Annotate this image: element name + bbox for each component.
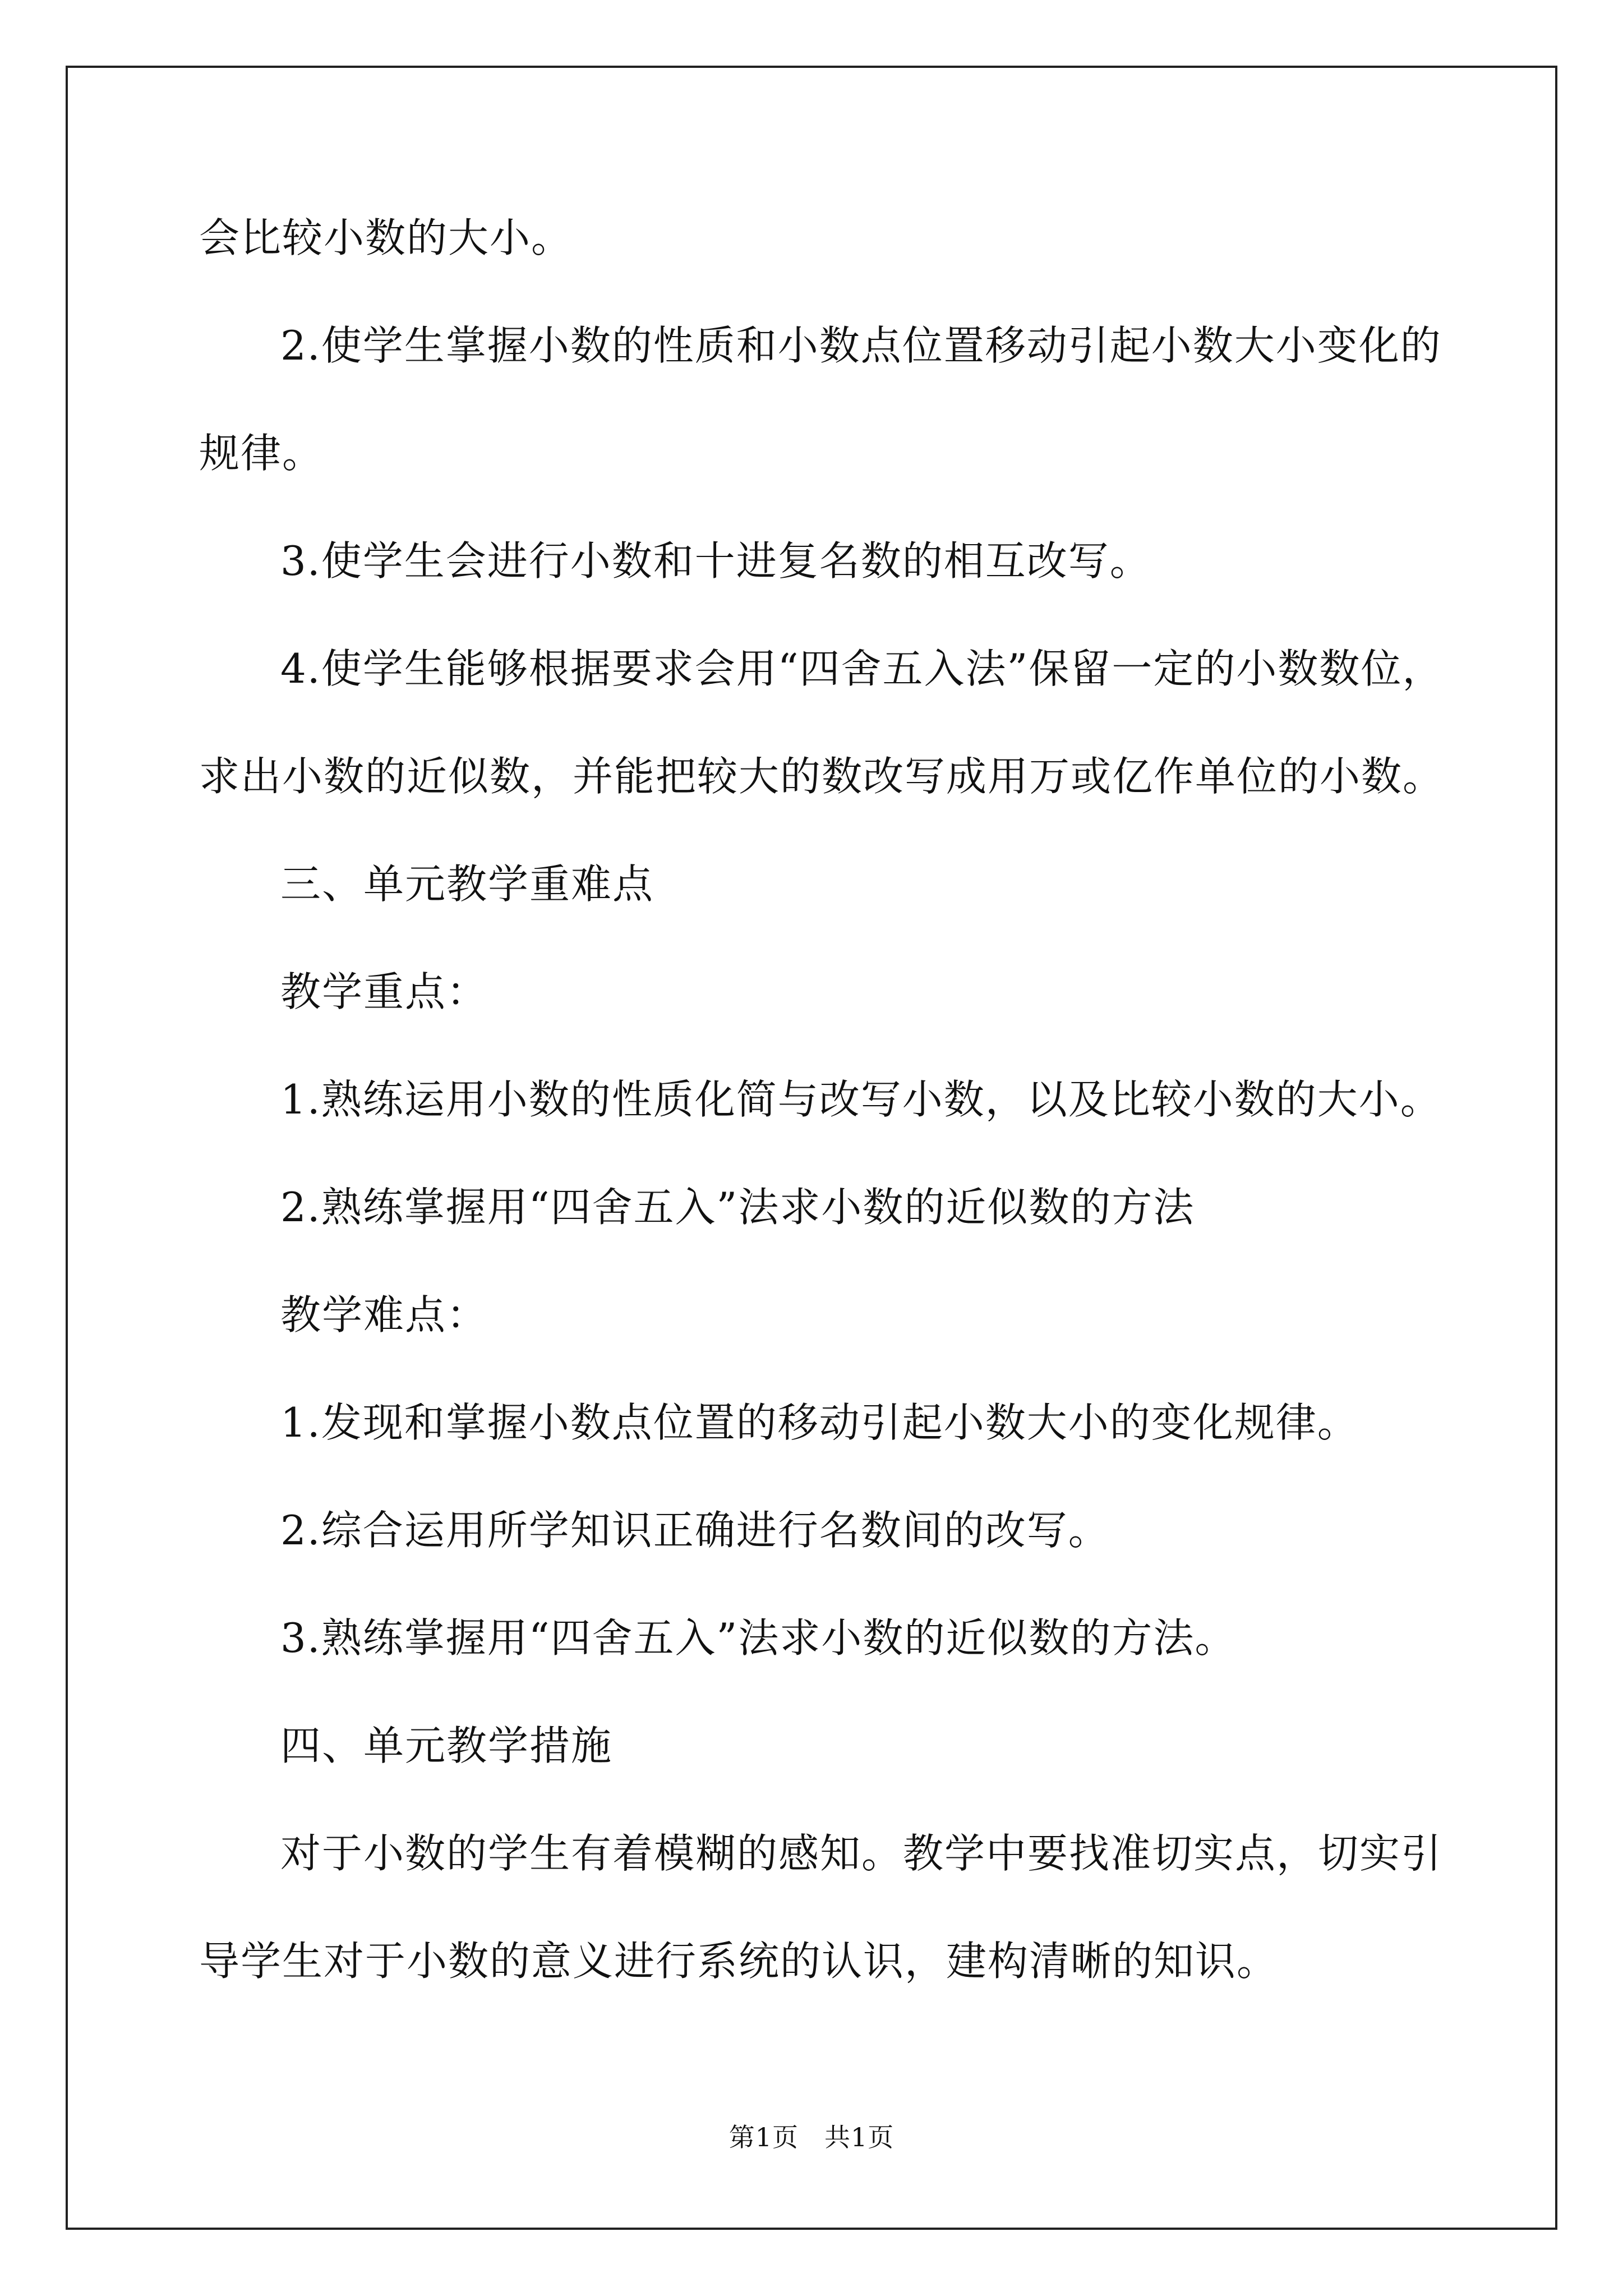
page-border [66,66,1557,2230]
text-line-1: 会比较小数的大小。 [199,214,573,261]
text-line-2: 2.使学生掌握小数的性质和小数点位置移动引起小数大小变化的 [280,322,1442,369]
text-line-9: 1.熟练运用小数的性质化简与改写小数，以及比较小数的大小。 [280,1076,1442,1123]
section-heading-3: 三、单元教学重难点 [280,861,654,908]
text-line-13: 2.综合运用所学知识正确进行名数间的改写。 [280,1507,1110,1554]
subheading-key-points: 教学重点： [280,968,488,1015]
text-line-5: 4.使学生能够根据要求会用“四舍五入法”保留一定的小数数位， [280,645,1444,692]
text-line-3: 规律。 [199,430,324,477]
page-number: 第1页 [728,2122,799,2152]
section-heading-4: 四、单元教学措施 [280,1722,613,1769]
text-line-4: 3.使学生会进行小数和十进复名数的相互改写。 [280,537,1151,585]
page-footer [0,2120,1623,2154]
text-line-6: 求出小数的近似数，并能把较大的数改写成用万或亿作单位的小数。 [199,753,1445,800]
text-line-16: 对于小数的学生有着模糊的感知。教学中要找准切实点，切实引 [280,1830,1443,1877]
text-line-17: 导学生对于小数的意义进行系统的认识，建构清晰的知识。 [199,1938,1279,1985]
subheading-difficulties: 教学难点： [280,1291,488,1338]
text-line-14: 3.熟练掌握用“四舍五入”法求小数的近似数的方法。 [280,1614,1237,1662]
text-line-12: 1.发现和掌握小数点位置的移动引起小数大小的变化规律。 [280,1399,1359,1446]
page-total: 共1页 [824,2122,895,2152]
text-line-10: 2.熟练掌握用“四舍五入”法求小数的近似数的方法 [280,1184,1195,1231]
